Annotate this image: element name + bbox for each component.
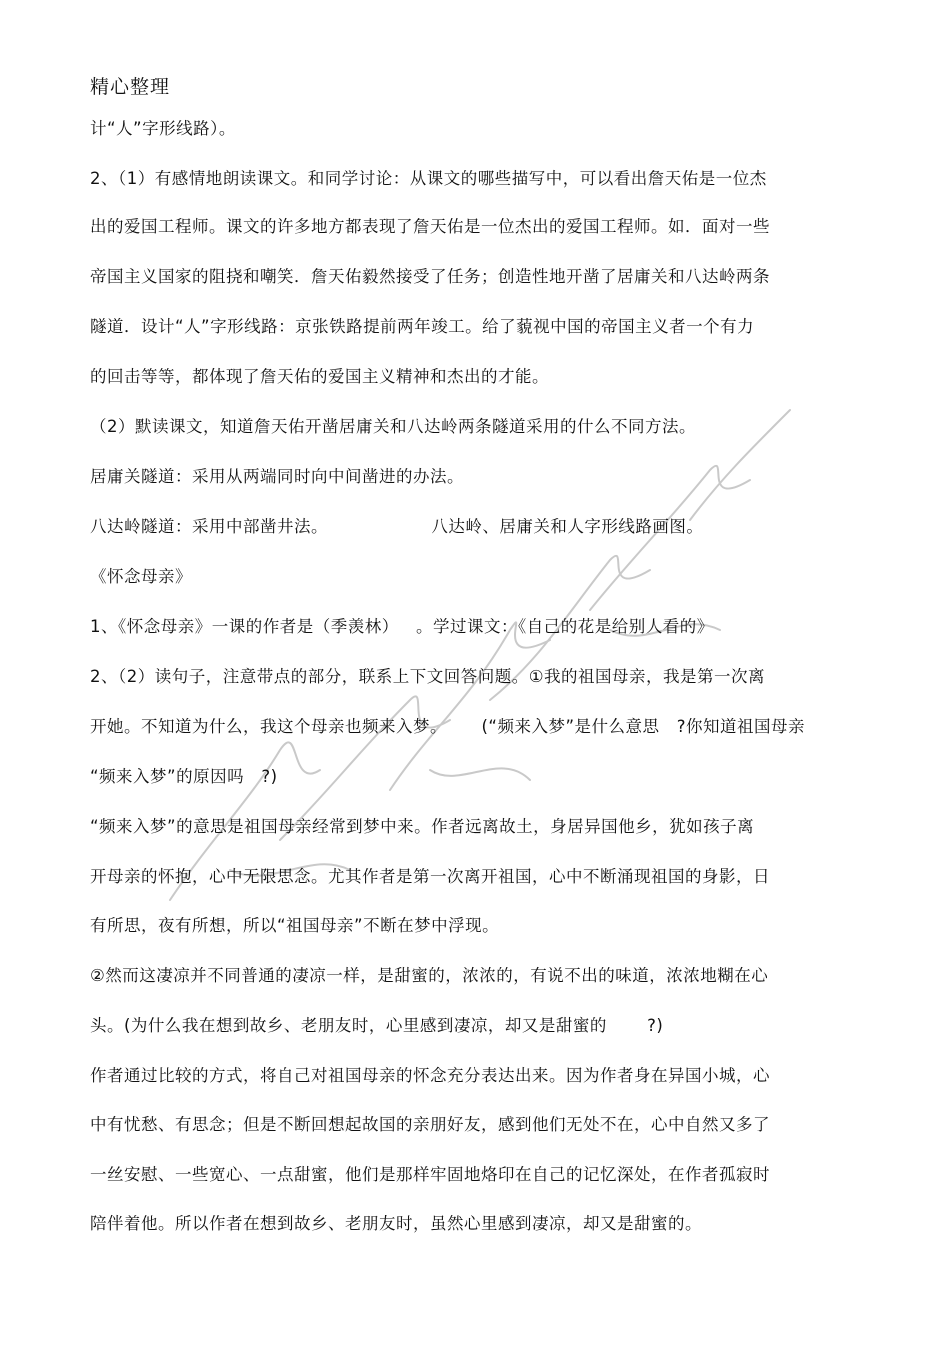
text-line: 陪伴着他。所以作者在想到故乡、老朋友时，虽然心里感到凄凉，却又是甜蜜的。 (90, 1214, 702, 1233)
text-line: 1、《怀念母亲》一课的作者是（季羡林） 。学过课文：《自己的花是给别人看的》 (90, 617, 714, 636)
text-line: 开她。不知道为什么，我这个母亲也频来入梦。 (“频来入梦”是什么意思 ?你知道祖国母亲 (90, 717, 805, 736)
text-line: 头。(为什么我在想到故乡、老朋友时，心里感到凄凉，却又是甜蜜的 ?) (90, 1016, 664, 1035)
text-line: （2）默读课文，知道詹天佑开凿居庸关和八达岭两条隧道采用的什么不同方法。 (90, 417, 696, 436)
text-line: 2、（2）读句子，注意带点的部分，联系上下文回答问题。①我的祖国母亲，我是第一次离 (90, 667, 766, 686)
text-line: 开母亲的怀抱，心中无限思念。尤其作者是第一次离开祖国，心中不断涌现祖国的身影，日 (90, 867, 770, 886)
text-line: 有所思，夜有所想，所以“祖国母亲”不断在梦中浮现。 (90, 916, 500, 935)
handwritten-watermark (130, 370, 830, 940)
text-line: 一丝安慰、一些宽心、一点甜蜜，他们是那样牢固地烙印在自己的记忆深处，在作者孤寂时 (90, 1165, 770, 1184)
text-line: 隧道．设计“人”字形线路：京张铁路提前两年竣工。给了藐视中国的帝国主义者一个有力 (90, 317, 755, 336)
text-line: 帝国主义国家的阻挠和嘲笑．詹天佑毅然接受了任务；创造性地开凿了居庸关和八达岭两条 (90, 267, 770, 286)
text-line: 2、（1）有感情地朗读课文。和同学讨论：从课文的哪些描写中，可以看出詹天佑是一位杰 (90, 169, 767, 188)
text-line: 出的爱国工程师。课文的许多地方都表现了詹天佑是一位杰出的爱国工程师。如．面对一些 (90, 217, 770, 236)
text-line: 计“人”字形线路）。 (90, 119, 236, 138)
text-line: 的回击等等，都体现了詹天佑的爱国主义精神和杰出的才能。 (90, 367, 549, 386)
text-line: ②然而这凄凉并不同普通的凄凉一样，是甜蜜的，浓浓的，有说不出的味道，浓浓地糊在心 (90, 966, 769, 985)
page-header: 精心整理 (90, 76, 171, 98)
text-line: 中有忧愁、有思念；但是不断回想起故国的亲朋好友，感到他们无处不在，心中自然又多了 (90, 1115, 770, 1134)
section-title: 《怀念母亲》 (90, 567, 192, 586)
text-line: 作者通过比较的方式，将自己对祖国母亲的怀念充分表达出来。因为作者身在异国小城，心 (90, 1066, 770, 1085)
text-line: “频来入梦”的原因吗 ?) (90, 767, 278, 786)
text-line: 八达岭隧道：采用中部凿井法。 八达岭、居庸关和人字形线路画图。 (90, 517, 704, 536)
text-line: 居庸关隧道：采用从两端同时向中间凿进的办法。 (90, 467, 464, 486)
text-line: “频来入梦”的意思是祖国母亲经常到梦中来。作者远离故土，身居异国他乡，犹如孩子离 (90, 817, 755, 836)
